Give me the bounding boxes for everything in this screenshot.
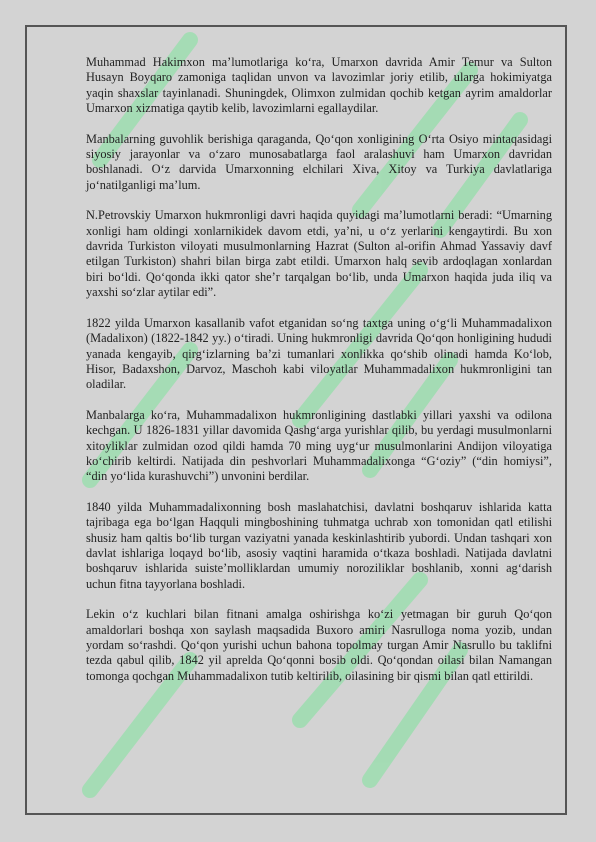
paragraph-1: Muhammad Hakimxon ma’lumotlariga ko‘ra, Umarxon davrida Amir Temur va Sulton Husayn Boyqaro zamoniga taqlidan unvon va lavozimlar joriy etilib, ularga hokimiyatga yaqin shaxslar tayinlanadi. Shuningdek, Olimxon zulmidan qochib ketgan ayrim amaldorlar Umarxon xizmatiga qaytib kelib, lavozimlarni egallaydilar. [86,55,552,116]
paragraph-4: 1822 yilda Umarxon kasallanib vafot etganidan so‘ng taxtga uning o‘g‘li Muhammadalixon (Madalixon) (1822-1842 yy.) o‘tiradi. Uning hukmronligi davrida Qo‘qon honligining hududi yanada kengayib, qirg‘izlarning ba’zi tumanlari xonlikka qo‘shib olinadi hamda Ko‘lob, Hisor, Badaxshon, Darvoz, Maschoh kabi viloyatlar Muhammadalixon hukmronligini tan oladilar. [86,315,552,392]
paragraph-3: N.Petrovskiy Umarxon hukmronligi davri haqida quyidagi ma’lumotlarni beradi: “Umarning xonligi ham oldingi xonlarnikidek davom etdi, ya’ni, u o‘z yerlarini kengaytirdi. Bu xon davrida Turkiston viloyati musulmonlarning Hazrat (Sulton al-orifin Ahmad Yassaviy davf etilgan Turkiston) shahri bilan birga zabt etildi. Umarxon halq sevib ardoqlagan xonlardan biri bo‘ldi. Qo‘qonda ikki qator she’r tarqalgan bo‘lib, unda Umarxon haqida juda iliq va yaxshi so‘zlar aytilar edi”. [86,208,552,300]
paragraph-7: Lekin o‘z kuchlari bilan fitnani amalga oshirishga ko‘zi yetmagan bir guruh Qo‘qon amaldorlari boshqa xon saylash maqsadida Buxoro amiri Nasrulloga noma yozib, undan yordam so‘rashdi. Qo‘qon yurishi uchun bahona topolmay turgan Amir Nasrullo bu taklifni tezda qabul qilib, 1842 yil aprelda Qo‘qonni bosib oldi. Qo‘qondan oilasi bilan Namangan tomonga qochgan Muhammadalixon tutib keltirilib, oilasining bir qismi bilan qatl ettirildi. [86,607,552,683]
paragraph-2: Manbalarning guvohlik berishiga qaraganda, Qo‘qon xonligining O‘rta Osiyo mintaqasidagi siyosiy jarayonlar va o‘zaro munosabatlarga faol aralashuvi ham Umarxon davridan boshlanadi. O‘z darvida Umarxonning elchilari Xiva, Xitoy va Turkiya davlatlariga jo‘natilganligi ma’lum. [86,131,552,192]
paragraph-5: Manbalarga ko‘ra, Muhammadalixon hukmronligining dastlabki yillari yaxshi va odilona kechgan. U 1826-1831 yillar davomida Qashg‘arga yurishlar qilib, bu yerdagi musulmonlarni xitoyliklar zulmidan ozod qildi hamda 70 ming uyg‘ur musulmonlarini Andijon viloyatiga ko‘chirib keltirdi. Natijada din peshvorlari Muhammadalixonga “G‘oziy” (“din homiysi”, “din yo‘lida kurashuvchi”) unvonini berdilar. [86,407,552,484]
paragraph-6: 1840 yilda Muhammadalixonning bosh maslahatchisi, davlatni boshqaruv ishlarida katta tajribaga ega bo‘lgan Haqquli mingboshining tuhmatga uchrab xon tomonidan qatl etilishi shusiz ham qaltis bo‘lib turgan vaziyatni yanada keskinlashtirib yubordi. Undan tashqari xon davlat ishlariga loqayd bo‘lib, asosiy vaqtini haramida o‘tkaza boshladi. Natijada davlatni boshqaruv ishlarida suiste’molliklardan umumiy noroziliklar boshlanib, xonni ag‘darish uchun fitna tayyorlana boshladi. [86,499,552,591]
document-body [86,55,552,699]
